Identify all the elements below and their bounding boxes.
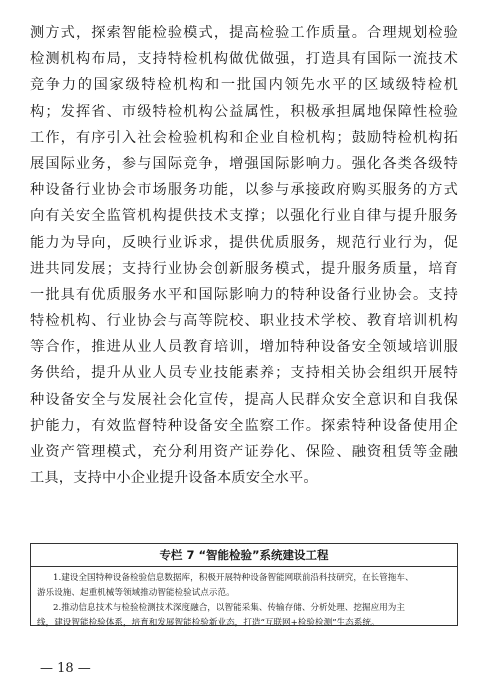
column-box-body bbox=[31, 567, 457, 631]
column-box-line: 线，建设智能检验体系，培育和发展智能检验新业态，打造“互联网+检验检测”生态系统。 bbox=[37, 618, 380, 628]
column-box-line: 1.建设全国特种设备检验信息数据库，积极开展特种设备智能网联前沿科技研究，在长管拖车、 bbox=[53, 573, 414, 583]
text-line: 护能力，有效监督特种设备安全监察工作。探索特种设备使用企 bbox=[30, 417, 458, 434]
text-line: 工作，有序引入社会检验机构和企业自检机构；鼓励特检机构拓 bbox=[30, 129, 458, 146]
text-line: 竞争力的国家级特检机构和一批国内领先水平的区域级特检机 bbox=[30, 77, 458, 94]
text-line: 业资产管理模式，充分利用资产证券化、保险、融资租赁等金融 bbox=[30, 444, 458, 460]
body-paragraph bbox=[30, 20, 458, 491]
text-line: 向有关安全监管机构提供技术支撑；以强化行业自律与提升服务 bbox=[30, 208, 458, 225]
text-line: 一批具有优质服务水平和国际影响力的特种设备行业协会。支持 bbox=[30, 286, 458, 303]
text-line: 能力为导向，反映行业诉求，提供优质服务，规范行业行为，促 bbox=[30, 234, 458, 251]
column-box-line: 游乐设施、起重机械等领域推动智能检验试点示范。 bbox=[37, 588, 235, 598]
column-box-title: 专栏 7 “智能检验”系统建设工程 bbox=[31, 544, 457, 567]
text-line: 进共同发展；支持行业协会创新服务模式，提升服务质量，培育 bbox=[30, 260, 458, 277]
text-line: 展国际业务，参与国际竞争，增强国际影响力。强化各类各级特 bbox=[30, 155, 458, 172]
column-box bbox=[30, 543, 458, 626]
page-number: — 18 — bbox=[40, 661, 91, 676]
column-box-line: 2.推动信息技术与检验检测技术深度融合，以智能采集、传输存储、分析处理、挖掘应用为主 bbox=[53, 603, 405, 613]
text-line: 工具，支持中小企业提升设备本质安全水平。 bbox=[30, 470, 318, 487]
text-line: 检测机构布局，支持特检机构做优做强，打造具有国际一流技术 bbox=[30, 51, 458, 68]
text-line: 种设备行业协会市场服务功能，以参与承接政府购买服务的方式 bbox=[30, 182, 458, 199]
text-line: 特检机构、行业协会与高等院校、职业技术学校、教育培训机构 bbox=[30, 313, 458, 330]
text-line: 构；发挥省、市级特检机构公益属性，积极承担属地保障性检验 bbox=[30, 103, 458, 120]
text-line: 种设备安全与发展社会化宣传，提高人民群众安全意识和自我保 bbox=[30, 391, 458, 408]
text-line: 务供给，提升从业人员专业技能素养；支持相关协会组织开展特 bbox=[30, 365, 458, 382]
text-line: 等合作，推进从业人员教育培训，增加特种设备安全领域培训服 bbox=[30, 339, 458, 356]
text-line: 测方式，探索智能检验模式，提高检验工作质量。合理规划检验 bbox=[30, 25, 458, 41]
